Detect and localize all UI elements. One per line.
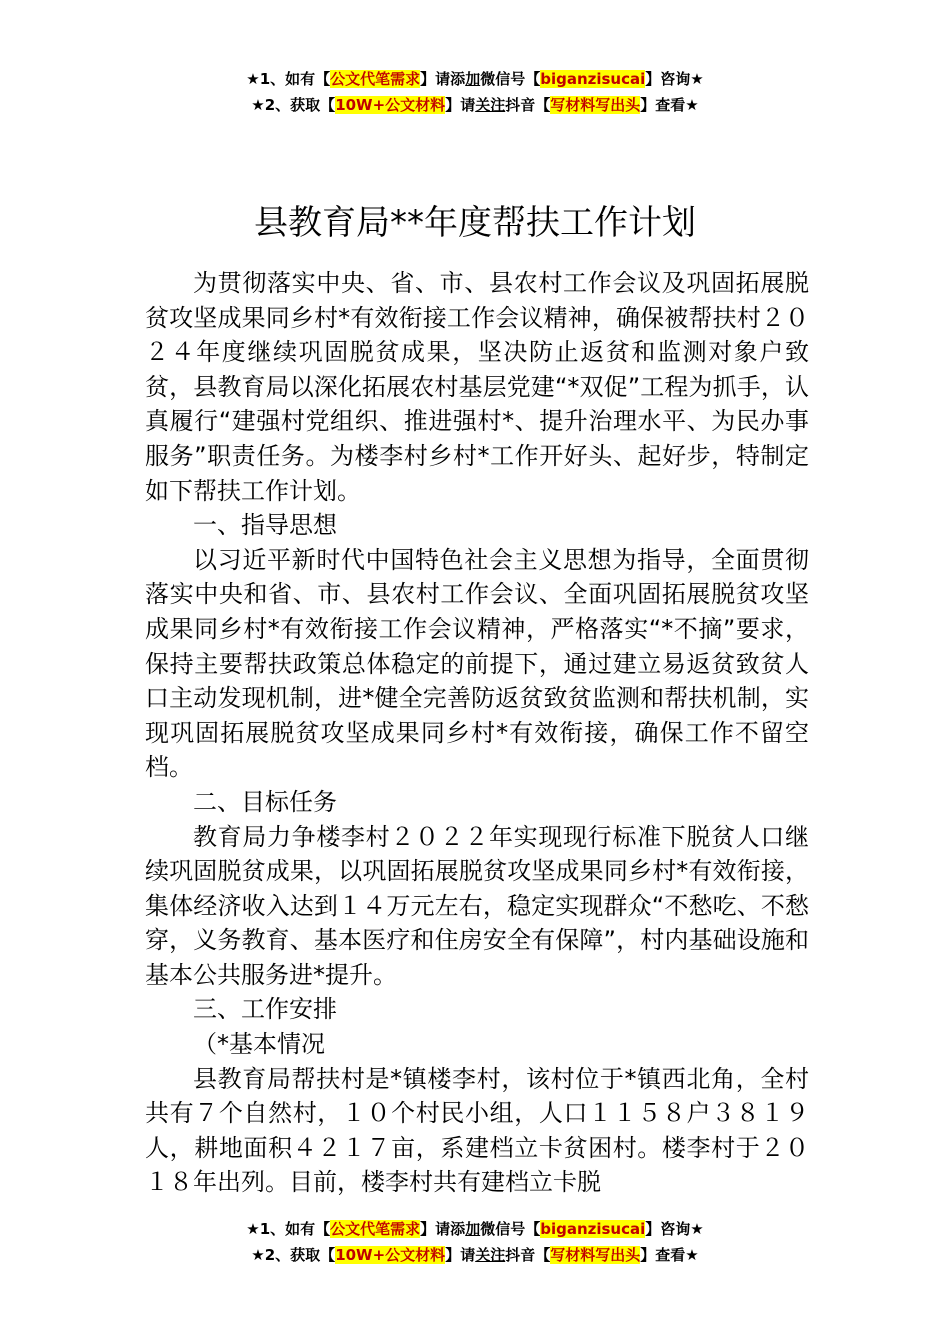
footer-banner [0, 1216, 950, 1268]
banner-text: 】请添 [420, 1220, 466, 1238]
section-heading: 一、指导思想 [193, 511, 337, 540]
banner-text: 】咨询★ [645, 1220, 704, 1238]
banner-line-1 [0, 66, 950, 92]
banner-highlight: biganzisucai [540, 70, 646, 88]
header-banner [0, 66, 950, 118]
banner-underline: 关注 [475, 1246, 506, 1264]
banner-underline: 关注 [475, 96, 506, 114]
banner-underline: 加 [465, 1220, 481, 1238]
banner-text: 微信号【 [480, 70, 541, 88]
banner-highlight: 写材料写出头 [550, 1246, 641, 1264]
banner-text: 微信号【 [480, 1220, 541, 1238]
banner-text: ★2、获取【 [251, 96, 336, 114]
document-title: 县教育局**年度帮扶工作计划 [254, 202, 696, 243]
banner-text: 抖音【 [505, 96, 551, 114]
banner-underline: 加 [465, 70, 481, 88]
document-body [145, 266, 809, 1200]
section-heading: 三、工作安排 [193, 995, 337, 1024]
subsection-heading: （*基本情况 [193, 1030, 325, 1059]
banner-line-1 [0, 1216, 950, 1242]
paragraph: 教育局力争楼李村２０２２年实现现行标准下脱贫人口继续巩固脱贫成果，以巩固拓展脱贫攻坚成果同乡村*有效衔接，集体经济收入达到１４万元左右，稳定实现群众“不愁吃、不愁穿，义务教育、基本医疗和住房安全有保障”，村内基础设施和基本公共服务进*提升。 [145, 822, 809, 989]
banner-line-2 [0, 1242, 950, 1268]
banner-text: 】查看★ [640, 1246, 699, 1264]
banner-text: ★1、如有【 [246, 70, 331, 88]
banner-text: 】请 [445, 1246, 476, 1264]
paragraph-intro: 为贯彻落实中央、省、市、县农村工作会议及巩固拓展脱贫攻坚成果同乡村*有效衔接工作会议精神，确保被帮扶村２０２４年度继续巩固脱贫成果，坚决防止返贫和监测对象户致贫，县教育局以深化拓展农村基层党建“*双促”工程为抓手，认真履行“建强村党组织、推进强村*、提升治理水平、为民办事服务”职责任务。为楼李村乡村*工作开好头、起好步，特制定如下帮扶工作计划。 [145, 269, 809, 505]
paragraph: 县教育局帮扶村是*镇楼李村，该村位于*镇西北角，全村共有７个自然村，１０个村民小组，人口１１５８户３８１９人，耕地面积４２１７亩，系建档立卡贫困村。楼李村于２０１８年出列。目前，楼李村共有建档立卡脱 [145, 1064, 809, 1197]
banner-text: 】请 [445, 96, 476, 114]
banner-text: ★1、如有【 [246, 1220, 331, 1238]
banner-highlight: 10W+公文材料 [335, 96, 446, 114]
banner-highlight: 10W+公文材料 [335, 1246, 446, 1264]
banner-text: 】查看★ [640, 96, 699, 114]
banner-text: 抖音【 [505, 1246, 551, 1264]
banner-highlight: 写材料写出头 [550, 96, 641, 114]
banner-text: 】咨询★ [645, 70, 704, 88]
banner-line-2 [0, 92, 950, 118]
banner-text: ★2、获取【 [251, 1246, 336, 1264]
banner-highlight: biganzisucai [540, 1220, 646, 1238]
banner-highlight: 公文代笔需求 [330, 1220, 421, 1238]
banner-highlight: 公文代笔需求 [330, 70, 421, 88]
section-heading: 二、目标任务 [193, 787, 337, 816]
banner-text: 】请添 [420, 70, 466, 88]
paragraph: 以习近平新时代中国特色社会主义思想为指导，全面贯彻落实中央和省、市、县农村工作会议、全面巩固拓展脱贫攻坚成果同乡村*有效衔接工作会议精神，严格落实“*不摘”要求，保持主要帮扶政策总体稳定的前提下，通过建立易返贫致贫人口主动发现机制，进*健全完善防返贫致贫监测和帮扶机制，实现巩固拓展脱贫攻坚成果同乡村*有效衔接，确保工作不留空档。 [145, 545, 809, 782]
